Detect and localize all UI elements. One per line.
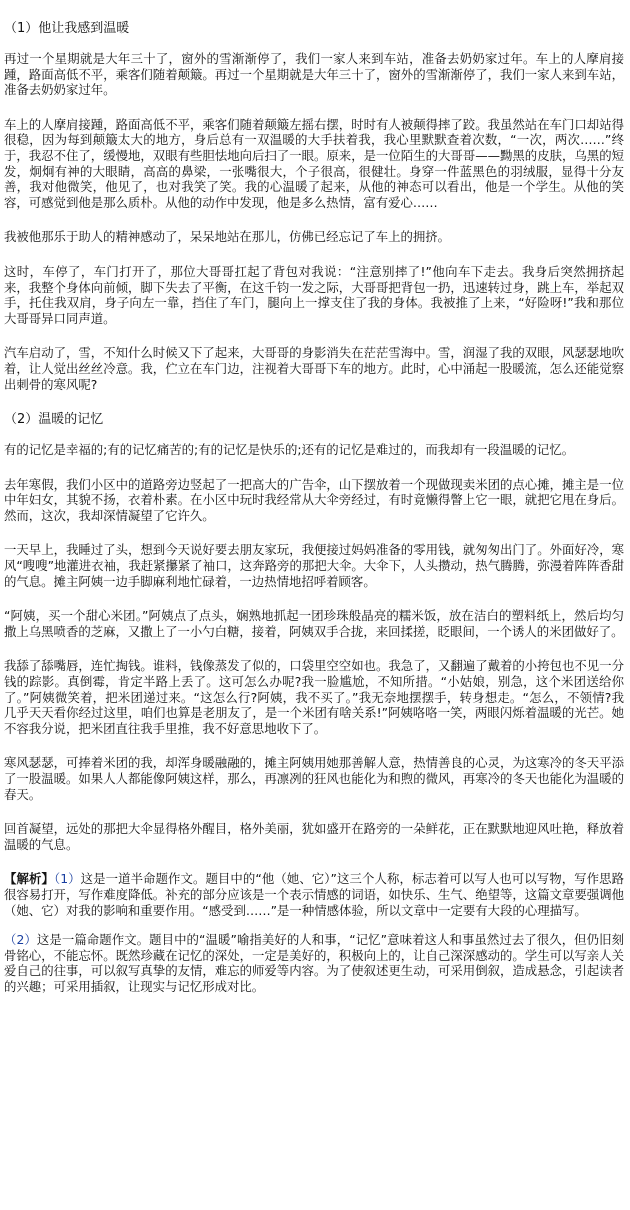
essay2-paragraph: 寒风瑟瑟，可捧着米团的我，却浑身暖融融的，摊主阿姨用她那善解人意，热情善良的心灵，为这寒冷的冬天平添了一股温暖。如果人人都能像阿姨这样，那么，再凛冽的狂风也能化为和煦的微风，再寒冷的冬天也能化为温暖的春天。 [4,755,624,802]
essay1-paragraph: 我被他那乐于助人的精神感动了，呆呆地站在那儿，仿佛已经忘记了车上的拥挤。 [4,229,451,245]
essay1-paragraph: 车上的人摩肩接踵，路面高低不平，乘客们随着颠簸左摇右摆，时时有人被颠得摔了跤。我虽然站在车门口却站得很稳，因为每到颠簸太大的地方，身后总有一双温暖的大手扶着我，我心里默默查着次数，“一次，两次……”终于，我忍不住了，缓慢地，双眼有些胆怯地向后扫了一眼。原来，是一位陌生的大哥哥——黝黑的皮肤，乌黑的短发，炯炯有神的大眼睛，高高的鼻梁，一张嘴很大，个子很高，很健壮。身穿一件蓝黑色的羽绒服，显得十分友善，我对他微笑，他见了，也对我笑了笑。我的心温暖了起来，从他的神态可以看出，他是一个学生。从他的笑容，可感觉到他是那么质朴。从他的动作中发现，他是多么热情，富有爱心…… [4,116,624,210]
essay1-paragraph: 汽车启动了，雪，不知什么时候又下了起来，大哥哥的身影消失在茫茫雪海中。雪，润湿了我的双眼，风瑟瑟地吹着，让人觉出丝丝冷意。我，伫立在车门边，注视着大哥哥下车的地方。此时，心中涌起一股暖流，怎么还能觉察出刺骨的寒风呢? [4,345,624,392]
essay1-heading: （1）他让我感到温暖 [4,21,130,36]
analysis-label: 【解析】 [4,871,54,887]
essay2-paragraph: 我舔了舔嘴唇，连忙掏钱。谁料，钱像蒸发了似的，口袋里空空如也。我急了，又翻遍了戴着的小挎包也不见一分钱的踪影。真倒霉，肯定半路上丢了。这可怎么办呢?我一脸尴尬，不知所措。“小姑娘，别急，这个米团送给你了。”阿姨微笑着，把米团递过来。“这怎么行?阿姨，我不买了。”我无奈地摆摆手，转身想走。“怎么，不领情?我几乎天天看你经过这里，咱们也算是老朋友了，是一个米团有啥关系!”阿姨咯咯一笑，两眼闪烁着温暖的光芒。她不容我分说，把米团直往我手里推，我不好意思地收下了。 [4,658,624,736]
essay1-paragraph: 这时，车停了，车门打开了，那位大哥哥扛起了背包对我说：“注意别摔了!”他向车下走去。我身后突然拥挤起来，我整个身体向前倾，脚下失去了平衡，在这千钧一发之际，大哥哥把背包一扔，迅速转过身，跳上车，举起双手，托住我双肩，身子向左一靠，挡住了车门，腿向上一撑支住了我的身体。我被推了上来，“好险呀!”我和那位大哥哥异口同声道。 [4,263,624,326]
essay2-paragraph: “阿姨，买一个甜心米团。”阿姨点了点头，娴熟地抓起一团珍珠般晶亮的糯米饭，放在洁白的塑料纸上，然后均匀撒上乌黑喷香的芝麻，又撒上了一小勺白糖，接着，阿姨双手合拢，来回揉搓，眨眼间，一个诱人的米团做好了。 [4,608,624,639]
analysis-part2 [4,932,624,994]
essay2-paragraph: 有的记忆是幸福的;有的记忆痛苦的;有的记忆是快乐的;还有的记忆是难过的，而我却有一段温暖的记忆。 [4,442,575,458]
analysis-part1-text: 这是一道半命题作文。题目中的“他（她、它）”这三个人称，标志着可以写人也可以写物，写作思路很容易打开，写作难度降低。补充的部分应该是一个表示情感的词语，如快乐、生气、绝望等，这篇文章要强调他（她、它）对我的影响和重要作用。“感受到……”是一种情感体验，所以文章中一定要有大段的心理描写。 [4,871,625,918]
analysis-part1-marker: （1） [53,871,81,887]
essay2-paragraph: 回首凝望，远处的那把大伞显得格外醒目，格外美丽，犹如盛开在路旁的一朵鲜花，正在默默地迎风吐艳，释放着温暖的气息。 [4,821,624,852]
essay2-paragraph: 去年寒假，我们小区中的道路旁边竖起了一把高大的广告伞，山下摆放着一个现做现卖米团的点心摊，摊主是一位中年妇女，其貌不扬，衣着朴素。在小区中玩时我经常从大伞旁经过，有时竟懒得瞥上它一眼，就把它甩在身后。然而，这次，我却深情凝望了它许久。 [4,476,624,523]
essay2-heading: （2）温暖的记忆 [4,412,104,428]
essay1-paragraph: 再过一个星期就是大年三十了，窗外的雪渐渐停了，我们一家人来到车站，准备去奶奶家过年。车上的人摩肩接踵，路面高低不平，乘客们随着颠簸。再过一个星期就是大年三十了，窗外的雪渐渐停了，我们一家人来到车站，准备去奶奶家过年。 [4,51,624,98]
analysis-part1 [4,871,624,918]
analysis-part2-text: 这是一篇命题作文。题目中的“温暖”喻指美好的人和事，“记忆”意味着这人和事虽然过去了很久，但仍旧刻骨铭心，不能忘怀。既然珍藏在记忆的深处，一定是美好的，积极向上的，让自己深深感动的。学生可以写亲人关爱自己的往事，可以叙写真挚的友情，难忘的师爱等内容。为了使叙述更生动，可采用倒叙，造成悬念，引起读者的兴趣；可采用插叙，让现实与记忆形成对比。 [4,932,624,994]
essay2-paragraph: 一天早上，我睡过了头，想到今天说好要去朋友家玩，我便接过妈妈准备的零用钱，就匆匆出门了。外面好冷，寒风“嗖嗖”地灌进衣袖，我赶紧攥紧了袖口，这奔路旁的那把大伞。大伞下，人头攒动，热气腾腾，弥漫着阵阵香甜的气息。摊主阿姨一边手脚麻利地忙碌着，一边热情地招呼着顾客。 [4,542,624,589]
analysis-part2-marker: （2） [4,932,37,948]
